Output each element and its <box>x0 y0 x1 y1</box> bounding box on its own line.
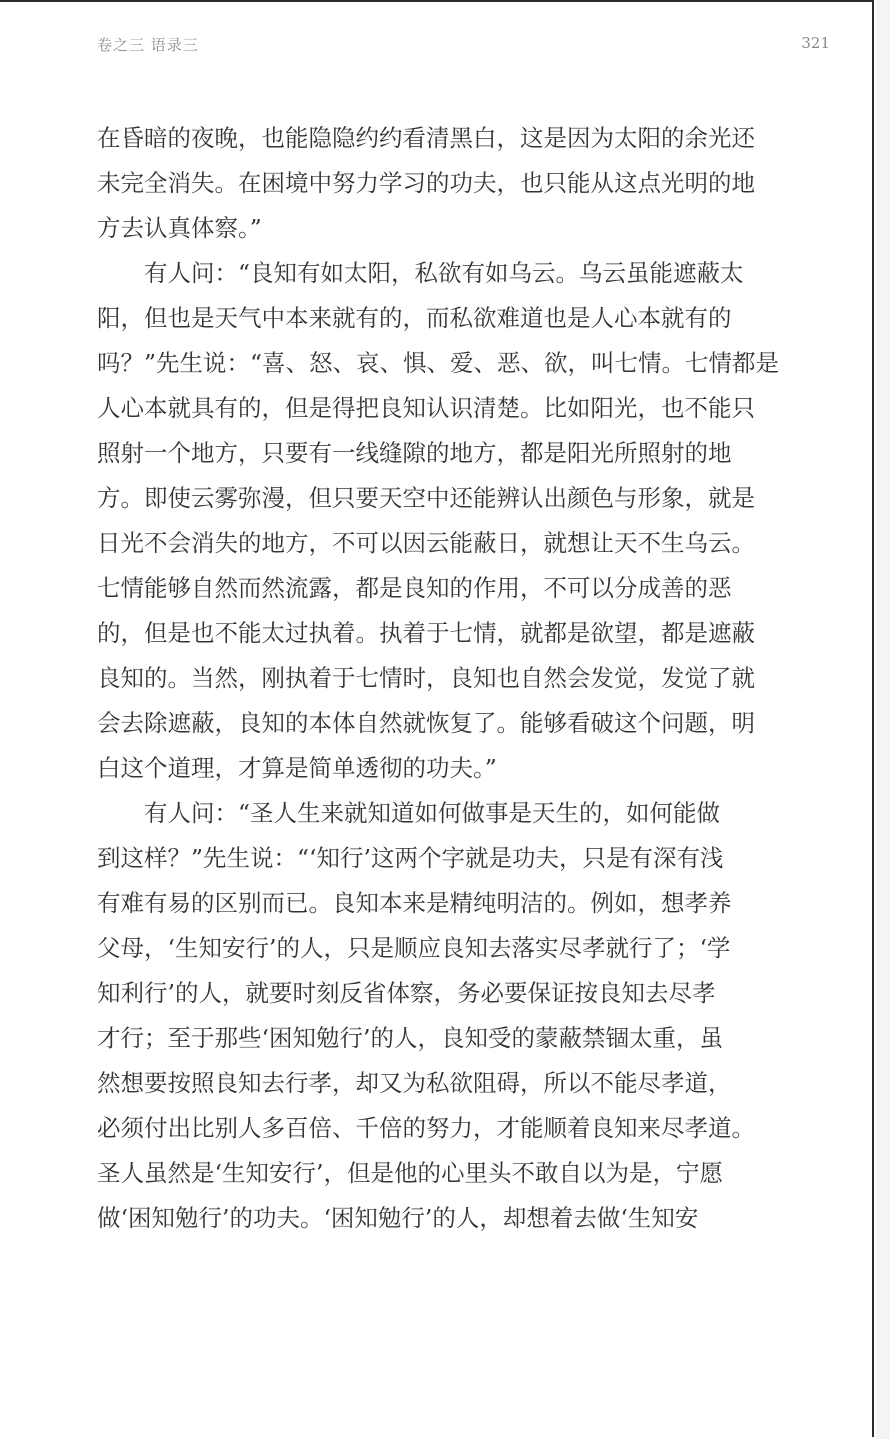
text-line: 的，但是也不能太过执着。执着于七情，就都是欲望，都是遮蔽 <box>97 619 755 647</box>
running-header <box>97 34 830 58</box>
text-line: 父母，‘生知安行’的人，只是顺应良知去落实尽孝就行了；‘学 <box>97 934 731 962</box>
text-line: 方去认真体察。” <box>97 214 262 242</box>
text-line: 才行；至于那些‘困知勉行’的人，良知受的蒙蔽禁锢太重，虽 <box>97 1024 723 1052</box>
text-line: 必须付出比别人多百倍、千倍的努力，才能顺着良知来尽孝道。 <box>97 1114 755 1142</box>
text-line: 有人问：“圣人生来就知道如何做事是天生的，如何能做 <box>97 799 721 827</box>
text-line: 到这样？”先生说：“‘知行’这两个字就是功夫，只是有深有浅 <box>97 844 724 872</box>
text-line: 良知的。当然，刚执着于七情时，良知也自然会发觉，发觉了就 <box>97 664 755 692</box>
body-text <box>97 116 830 1241</box>
chapter-title: 卷之三 语录三 <box>97 36 199 54</box>
text-line: 做‘困知勉行’的功夫。‘困知勉行’的人，却想着去做‘生知安 <box>97 1204 699 1232</box>
text-line: 照射一个地方，只要有一线缝隙的地方，都是阳光所照射的地 <box>97 439 732 467</box>
text-line: 日光不会消失的地方，不可以因云能蔽日，就想让天不生乌云。 <box>97 529 755 557</box>
page-number: 321 <box>801 34 830 52</box>
text-line: 有难有易的区别而已。良知本来是精纯明洁的。例如，想孝养 <box>97 889 732 917</box>
text-line: 阳，但也是天气中本来就有的，而私欲难道也是人心本就有的 <box>97 304 732 332</box>
text-line: 会去除遮蔽，良知的本体自然就恢复了。能够看破这个问题，明 <box>97 709 755 737</box>
text-line: 七情能够自然而然流露，都是良知的作用，不可以分成善的恶 <box>97 574 732 602</box>
text-line: 知利行’的人，就要时刻反省体察，务必要保证按良知去尽孝 <box>97 979 716 1007</box>
text-line: 方。即使云雾弥漫，但只要天空中还能辨认出颜色与形象，就是 <box>97 484 755 512</box>
text-line: 白这个道理，才算是简单透彻的功夫。” <box>97 754 497 782</box>
text-line: 有人问：“良知有如太阳，私欲有如乌云。乌云虽能遮蔽太 <box>97 259 744 287</box>
text-line: 然想要按照良知去行孝，却又为私欲阻碍，所以不能尽孝道， <box>97 1069 732 1097</box>
text-line: 在昏暗的夜晚，也能隐隐约约看清黑白，这是因为太阳的余光还 <box>97 124 755 152</box>
text-line: 未完全消失。在困境中努力学习的功夫，也只能从这点光明的地 <box>97 169 755 197</box>
page-edge <box>876 0 890 1439</box>
text-line: 圣人虽然是‘生知安行’，但是他的心里头不敢自以为是，宁愿 <box>97 1159 723 1187</box>
text-line: 人心本就具有的，但是得把良知认识清楚。比如阳光，也不能只 <box>97 394 755 422</box>
text-line: 吗？”先生说：“喜、怒、哀、惧、爱、恶、欲，叫七情。七情都是 <box>97 349 780 377</box>
